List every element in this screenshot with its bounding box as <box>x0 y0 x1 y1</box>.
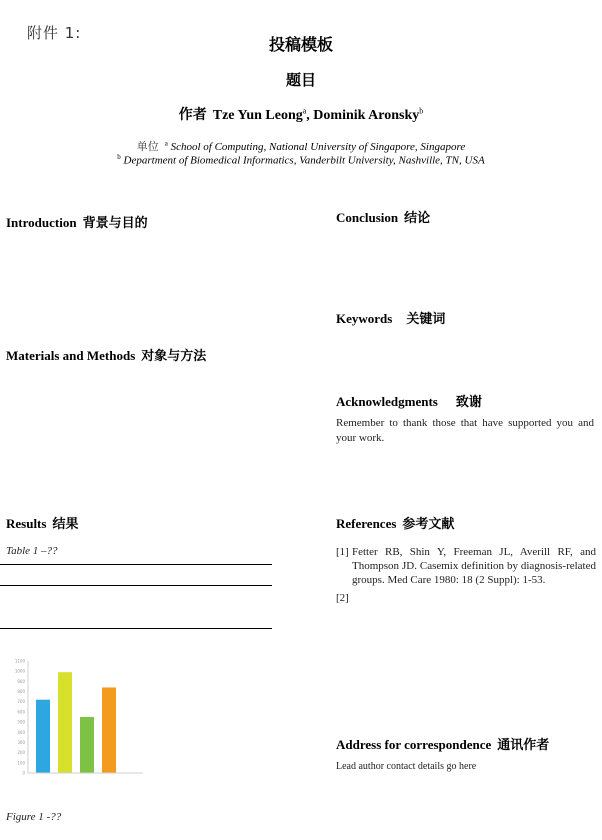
paper-title: 题目 <box>285 71 316 89</box>
affiliation-b-text: Department of Biomedical Informatics, Vanderbilt University, Nashville, TN, USA <box>123 154 485 167</box>
results-heading <box>6 513 78 532</box>
bar-2 <box>58 672 72 773</box>
y-axis-ticks <box>15 659 26 776</box>
reference-item-2 <box>336 591 596 605</box>
introduction-heading-en: Introduction <box>6 215 77 230</box>
y-tick-label-4: 400 <box>17 729 25 735</box>
references-heading <box>336 513 454 532</box>
references-list <box>336 545 596 605</box>
y-tick-label-1: 100 <box>17 760 25 766</box>
introduction-heading <box>6 212 148 231</box>
y-tick-label-9: 900 <box>17 678 25 684</box>
author-line <box>0 104 602 124</box>
affiliation-label: 单位 <box>136 140 159 153</box>
bar-chart <box>8 655 148 780</box>
acknowledgments-heading-en: Acknowledgments <box>336 394 438 409</box>
table-middle-rule <box>0 585 272 586</box>
affiliation-a-sup: a <box>164 139 168 148</box>
author-1: Tze Yun Leong <box>212 108 303 123</box>
results-heading-cn: 结果 <box>52 517 79 532</box>
chart-bars <box>36 672 116 773</box>
methods-heading <box>6 345 206 364</box>
acknowledgments-heading-cn: 致谢 <box>455 395 482 410</box>
page-title: 投稿模板 <box>268 35 333 54</box>
author-label: 作者 <box>178 107 207 123</box>
y-tick-label-10: 1000 <box>14 668 25 674</box>
address-heading <box>336 734 549 753</box>
methods-heading-cn: 对象与方法 <box>141 349 207 364</box>
address-heading-en: Address for correspondence <box>336 737 492 752</box>
affiliation-b-sup: b <box>117 153 121 161</box>
author-2-sup: b <box>419 106 424 116</box>
references-heading-en: References <box>336 516 397 531</box>
y-tick-label-3: 300 <box>17 739 25 745</box>
reference-number-1: [1] <box>336 546 349 558</box>
author-2: Dominik Aronsky <box>313 108 420 123</box>
conclusion-heading-en: Conclusion <box>336 210 399 225</box>
y-tick-label-6: 600 <box>17 709 25 715</box>
table-top-rule <box>0 564 272 565</box>
conclusion-heading <box>336 207 430 226</box>
y-tick-label-11: 1100 <box>14 658 25 664</box>
y-tick-label-2: 200 <box>17 750 25 756</box>
bar-4 <box>102 687 116 773</box>
keywords-heading-en: Keywords <box>336 311 393 326</box>
bar-1 <box>36 700 50 773</box>
table-bottom-rule <box>0 628 272 629</box>
affiliation-b <box>0 153 602 167</box>
figure-caption: Figure 1 -?? <box>6 811 62 823</box>
affiliation-a <box>0 138 602 154</box>
address-heading-cn: 通讯作者 <box>497 738 550 753</box>
y-tick-label-7: 700 <box>17 699 25 705</box>
attachment-label: 附件 1: <box>27 24 82 42</box>
address-text: Lead author contact details go here <box>336 761 477 772</box>
author-1-sup: a <box>302 106 307 116</box>
reference-number-2: [2] <box>336 592 349 604</box>
methods-heading-en: Materials and Methods <box>6 348 136 363</box>
references-heading-cn: 参考文献 <box>402 517 455 532</box>
keywords-heading-cn: 关键词 <box>406 312 446 327</box>
y-tick-label-8: 800 <box>17 689 25 695</box>
bar-3 <box>80 717 94 773</box>
affiliation-a-text: School of Computing, National University of Singapore, Singapore <box>170 141 466 153</box>
reference-text-1: Fetter RB, Shin Y, Freeman JL, Averill RF, and Thompson JD. Casemix definition by diagnosis-related groups. Med Care 1980: 18 (2 Suppl): 1-53. <box>352 546 596 586</box>
y-tick-label-0: 0 <box>22 770 25 776</box>
reference-item-1 <box>336 545 596 587</box>
introduction-heading-cn: 背景与目的 <box>82 216 148 231</box>
results-heading-en: Results <box>6 516 47 531</box>
conclusion-heading-cn: 结论 <box>404 211 431 226</box>
acknowledgments-heading <box>336 391 482 410</box>
keywords-heading <box>336 308 445 327</box>
author-separator: , <box>306 108 310 123</box>
acknowledgments-text: Remember to thank those that have supported you and your work. <box>336 417 594 444</box>
y-tick-label-5: 500 <box>17 719 25 725</box>
table-caption: Table 1 –?? <box>6 545 58 557</box>
